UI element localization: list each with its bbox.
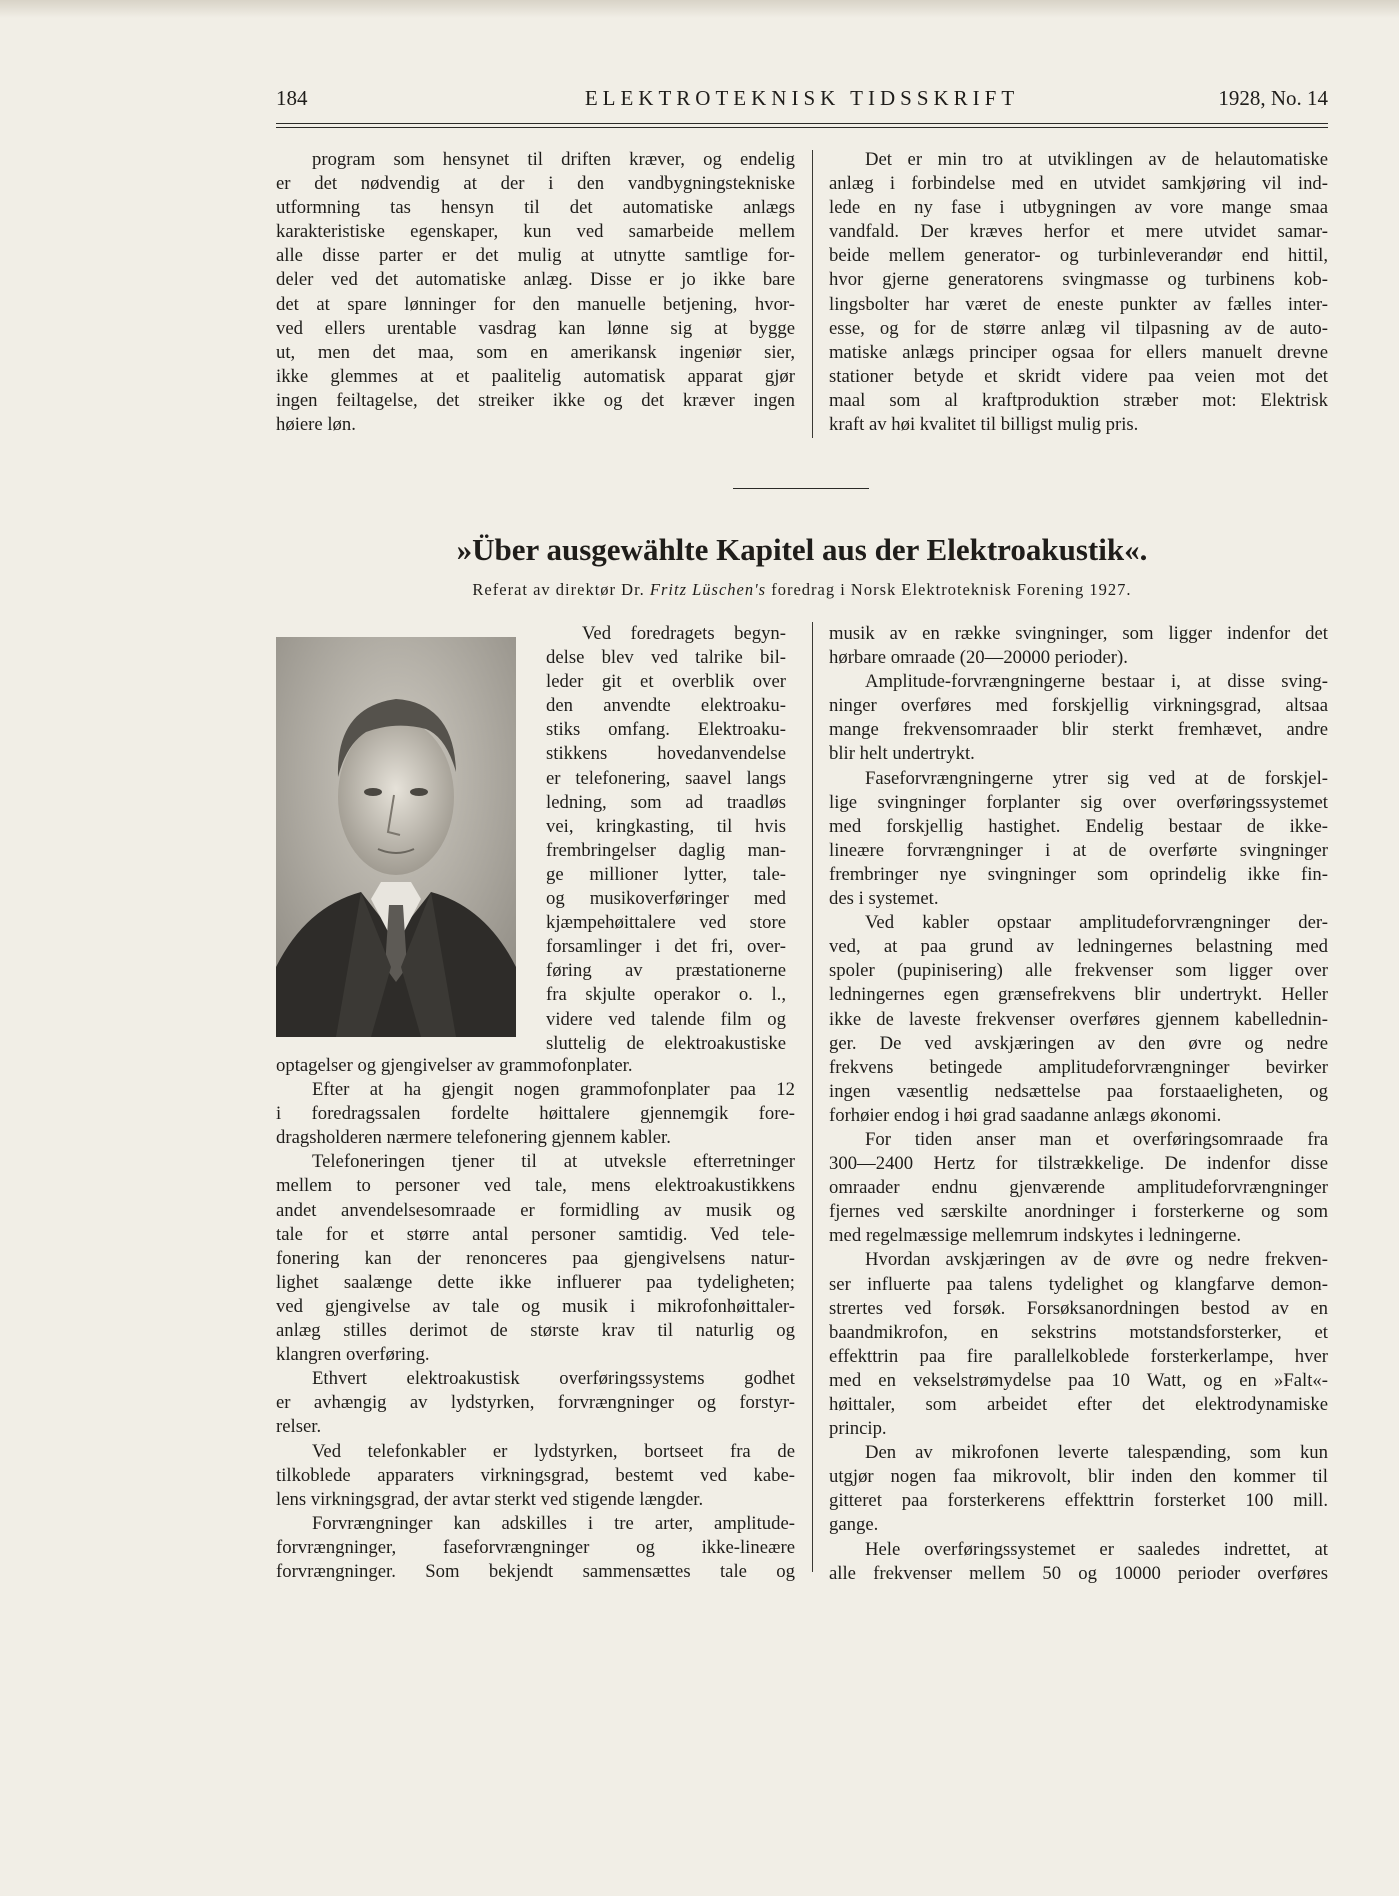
text-line: esse, og for de større anlæg vil tilpasning av de auto- bbox=[829, 317, 1328, 339]
text-line: utformning tas hensyn til det automatiske anlægs bbox=[276, 197, 795, 219]
text-line: alle frekvenser mellem 50 og 10000 perioder overføres bbox=[829, 1562, 1328, 1584]
text-line: des i systemet. bbox=[829, 888, 939, 910]
subtitle-author: Fritz Lüschen's bbox=[649, 580, 767, 599]
text-line: føring av præstationerne bbox=[546, 960, 786, 982]
page-top-edge bbox=[0, 0, 1399, 18]
text-line: anlæg stilles derimot de største krav til naturlig og bbox=[276, 1320, 795, 1342]
section-separator bbox=[733, 488, 869, 489]
text-line: baandmikrofon, en sekstrins motstandsforsterker, et bbox=[829, 1321, 1328, 1343]
text-line: Efter at ha gjengit nogen grammofonplater paa 12 bbox=[312, 1079, 795, 1101]
text-line: dragsholderen nærmere telefonering gjennem kabler. bbox=[276, 1127, 671, 1149]
text-line: delse blev ved talrike bil- bbox=[546, 647, 786, 669]
text-line: ser influerte paa talens tydelighet og klangfarve demon- bbox=[829, 1273, 1328, 1295]
text-line: mellem to personer ved tale, mens elektroakustikkens bbox=[276, 1175, 795, 1197]
text-line: mange frekvensomraader blir sterkt fremhævet, andre bbox=[829, 719, 1328, 741]
text-line: tale for et større antal personer samtidig. Ved tele- bbox=[276, 1223, 795, 1245]
article-subtitle bbox=[276, 580, 1328, 600]
top-left-column bbox=[276, 148, 795, 437]
text-line: anlæg i forbindelse med en utvidet samkjøring vil ind- bbox=[829, 173, 1328, 195]
text-line: deler ved det automatiske anlæg. Disse er jo ikke bare bbox=[276, 269, 795, 291]
text-line: kjæmpehøittalere ved store bbox=[546, 912, 786, 934]
text-line: det at spare lønninger for den manuelle betjening, hvor- bbox=[276, 293, 795, 315]
text-line: musik av en række svingninger, som ligger indenfor det bbox=[829, 623, 1328, 644]
header-rule-2 bbox=[276, 127, 1328, 128]
subtitle-suffix: foredrag i Norsk Elektroteknisk Forening 1927. bbox=[771, 580, 1132, 599]
text-line: frembringer nye svingninger som oprindelig ikke fin- bbox=[829, 863, 1328, 885]
text-line: fra skjulte operakor o. l., bbox=[546, 984, 786, 1006]
text-line: ikke de laveste frekvenser overføres gjennem kabellednin- bbox=[829, 1008, 1328, 1030]
header-rule bbox=[276, 123, 1328, 124]
text-line: Forvrængninger kan adskilles i tre arter, amplitude- bbox=[312, 1512, 795, 1534]
text-line: klangren overføring. bbox=[276, 1344, 430, 1366]
text-line: ut, men det maa, som en amerikansk ingeniør sier, bbox=[276, 341, 795, 363]
text-line: høiere løn. bbox=[276, 414, 356, 436]
text-line: optagelser og gjengivelser av grammofonplater. bbox=[276, 1055, 633, 1076]
text-line: utgjør nogen faa mikrovolt, blir inden den kommer til bbox=[829, 1466, 1328, 1488]
text-line: hørbare omraade (20—20000 perioder). bbox=[829, 647, 1128, 669]
text-line: er det nødvendig at der i den vandbygningstekniske bbox=[276, 173, 795, 195]
text-line: lineære forvrængninger i at de overførte svingninger bbox=[829, 839, 1328, 861]
text-line: Hele overføringssystemet er saaledes indrettet, at bbox=[865, 1538, 1328, 1560]
text-line: ge millioner lytter, tale- bbox=[546, 863, 786, 885]
text-line: stationer betyde et skridt videre paa veien mot det bbox=[829, 365, 1328, 387]
text-line: og musikoverføringer med bbox=[546, 888, 786, 910]
text-line: 300—2400 Hertz for tilstrækkelige. De indenfor disse bbox=[829, 1153, 1328, 1175]
text-line: forhøier endog i høi grad saadanne anlægs økonomi. bbox=[829, 1104, 1222, 1126]
text-line: Amplitude-forvrængningerne bestaar i, at disse sving- bbox=[865, 671, 1328, 693]
text-line: Telefoneringen tjener til at utveksle efterretninger bbox=[312, 1151, 795, 1173]
issue-number: 1928, No. 14 bbox=[1218, 86, 1328, 110]
text-line: forvrængninger. Som bekjendt sammensættes tale og bbox=[276, 1560, 795, 1582]
text-line: effekttrin paa fire parallelkoblede forsterkerlampe, hver bbox=[829, 1345, 1328, 1367]
text-line: lingsbolter har været de eneste punkter av fælles inter- bbox=[829, 293, 1328, 315]
text-line: med regelmæssige mellemrum indskytes i ledningerne. bbox=[829, 1225, 1242, 1247]
text-line: Ved foredragets begyn- bbox=[582, 623, 786, 644]
text-line: lighet saalænge dette ikke influerer paa tydeligheten; bbox=[276, 1271, 795, 1293]
subtitle-prefix: Referat av direktør Dr. bbox=[472, 580, 645, 599]
text-line: Ved telefonkabler er lydstyrken, bortseet fra de bbox=[312, 1440, 795, 1462]
text-line: lens virkningsgrad, der avtar sterkt ved stigende længder. bbox=[276, 1488, 704, 1510]
text-line: vei, kringkasting, til hvis bbox=[546, 815, 786, 837]
text-line: hvor gjerne generatorens svingmasse og turbinens kob- bbox=[829, 269, 1328, 291]
text-line: Det er min tro at utviklingen av de helautomatiske bbox=[865, 149, 1328, 170]
text-line: leder git et overblik over bbox=[546, 671, 786, 693]
article-right-column bbox=[829, 622, 1328, 1586]
text-line: omraader endnu gjenværende amplitudeforvrængninger bbox=[829, 1177, 1328, 1199]
text-line: i foredragssalen fordelte høittalere gjennemgik fore- bbox=[276, 1103, 795, 1125]
text-line: lede en ny fase i utbygningen av vore mange smaa bbox=[829, 197, 1328, 219]
text-line: gange. bbox=[829, 1514, 879, 1536]
text-line: Ved kabler opstaar amplitudeforvrængninger der- bbox=[865, 912, 1328, 934]
text-line: ved gjengivelse av tale og musik i mikrofonhøittaler- bbox=[276, 1295, 795, 1317]
article-title: »Über ausgewählte Kapitel aus der Elektroakustik«. bbox=[456, 532, 1148, 567]
text-line: er avhængig av lydstyrken, forvrængninger og forstyr- bbox=[276, 1392, 795, 1414]
text-line: alle disse parter er det mulig at utnytte samtlige for- bbox=[276, 245, 795, 267]
text-line: andet anvendelsesomraade er formidling av musik og bbox=[276, 1199, 795, 1221]
text-line: ikke glemmes at et paalitelig automatisk apparat gjør bbox=[276, 365, 795, 387]
text-line: forsamlinger i det fri, over- bbox=[546, 936, 786, 958]
text-line: beide mellem generator- og turbinleverandør end hittil, bbox=[829, 245, 1328, 267]
text-line: Hvordan avskjæringen av de øvre og nedre frekven- bbox=[865, 1249, 1328, 1271]
article-intro-wrap bbox=[546, 622, 786, 1056]
text-line: program som hensynet til driften kræver, og endelig bbox=[312, 149, 795, 170]
text-line: fonering kan der renonceres paa gjengivelsens natur- bbox=[276, 1247, 795, 1269]
text-line: frekvens betingede amplitudeforvrængninger bevirker bbox=[829, 1056, 1328, 1078]
text-line: stiks omfang. Elektroaku- bbox=[546, 719, 786, 741]
text-line: strertes ved forsøk. Forsøksanordningen bestod av en bbox=[829, 1297, 1328, 1319]
text-line: For tiden anser man et overføringsomraade fra bbox=[865, 1128, 1328, 1150]
text-line: ledningernes egen grænsefrekvens blir undertrykt. Heller bbox=[829, 984, 1328, 1006]
text-line: frembringelser daglig man- bbox=[546, 839, 786, 861]
text-line: gitteret paa forsterkerens effekttrin forsterket 100 mill. bbox=[829, 1490, 1328, 1512]
text-line: relser. bbox=[276, 1416, 322, 1438]
page-number: 184 bbox=[276, 86, 308, 110]
text-line: Den av mikrofonen leverte talespænding, som kun bbox=[865, 1442, 1328, 1464]
text-line: vandfald. Der kræves herfor et mere utvidet samar- bbox=[829, 221, 1328, 243]
text-line: karakteristiske egenskaper, kun ved samarbeide mellem bbox=[276, 221, 795, 243]
text-line: tilkoblede apparaters virkningsgrad, bestemt ved kabe- bbox=[276, 1464, 795, 1486]
text-line: er telefonering, saavel langs bbox=[546, 767, 786, 789]
text-line: ninger overføres med forskjellig virkningsgrad, altsaa bbox=[829, 695, 1328, 717]
text-line: med en vekselstrømydelse paa 10 Watt, og en »Falt«- bbox=[829, 1369, 1328, 1391]
text-line: ved ellers urentable vasdrag kan lønne sig at bygge bbox=[276, 317, 795, 339]
text-line: ingen væsentlig nedsættelse paa forstaaeligheten, og bbox=[829, 1080, 1328, 1102]
text-line: lige svingninger forplanter sig over overføringssystemet bbox=[829, 791, 1328, 813]
text-line: princip. bbox=[829, 1418, 887, 1440]
text-line: blir helt undertrykt. bbox=[829, 743, 975, 765]
portrait-photo bbox=[276, 637, 516, 1037]
text-line: den anvendte elektroaku- bbox=[546, 695, 786, 717]
running-header bbox=[276, 86, 1328, 118]
text-line: forvrængninger, faseforvrængninger og ikke-lineære bbox=[276, 1536, 795, 1558]
top-right-column bbox=[829, 148, 1328, 437]
text-line: Faseforvrængningerne ytrer sig ved at de forskjel- bbox=[865, 767, 1328, 789]
column-divider-article bbox=[812, 622, 813, 1572]
journal-title: ELEKTROTEKNISK TIDSSKRIFT bbox=[584, 86, 1020, 110]
article-left-column bbox=[276, 1054, 795, 1584]
text-line: stikkens hovedanvendelse bbox=[546, 743, 786, 765]
text-line: Ethvert elektroakustisk overføringssystems godhet bbox=[312, 1368, 795, 1390]
text-line: maal som al kraftproduktion stræber mot: Elektrisk bbox=[829, 389, 1328, 411]
text-line: ingen feiltagelse, det streiker ikke og det kræver ingen bbox=[276, 389, 795, 411]
text-line: matiske anlægs principer ogsaa for ellers manuelt drevne bbox=[829, 341, 1328, 363]
text-line: med forskjellig hastighet. Endelig bestaar de ikke- bbox=[829, 815, 1328, 837]
text-line: sluttelig de elektroakustiske bbox=[546, 1032, 786, 1054]
column-divider-top bbox=[812, 150, 813, 438]
text-line: videre ved talende film og bbox=[546, 1008, 786, 1030]
text-line: ger. De ved avskjæringen av den øvre og nedre bbox=[829, 1032, 1328, 1054]
text-line: kraft av høi kvalitet til billigst mulig pris. bbox=[829, 414, 1139, 436]
text-line: høittaler, som arbeidet efter det elektrodynamiske bbox=[829, 1394, 1328, 1415]
text-line: fjernes ved særskilte anordninger i forsterkerne og som bbox=[829, 1201, 1328, 1223]
text-line: ved, at paa grund av ledningernes belastning med bbox=[829, 936, 1328, 958]
text-line: ledning, som ad traadløs bbox=[546, 791, 786, 813]
text-line: spoler (pupinisering) alle frekvenser som ligger over bbox=[829, 960, 1328, 982]
